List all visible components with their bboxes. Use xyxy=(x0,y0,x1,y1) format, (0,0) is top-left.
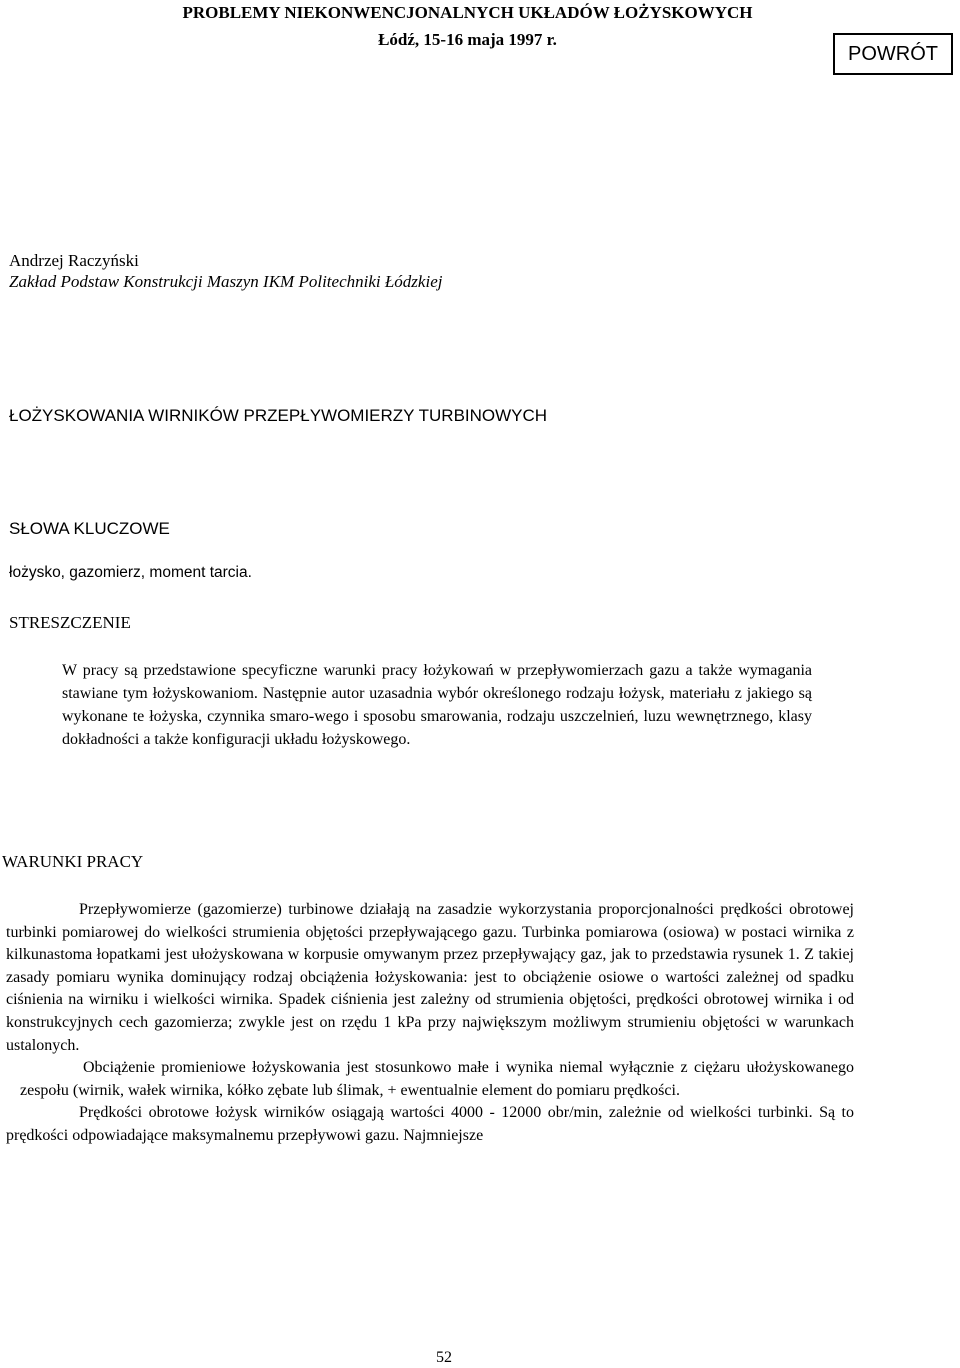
abstract-text: W pracy są przedstawione specyficzne warunki pracy łożykowań w przepływomierzach gazu a także wymagania stawiane tym łożyskowaniom. Następnie autor uzasadnia wybór określonego rodzaju łożysk, materiału z jakiego są wykonane te łożyska, czynnika smaro-wego i sposobu smarowania, rodzaju uszczelnień, luzu wewnętrznego, klasy dokładności a także konfiguracji układu łożyskowego. xyxy=(62,662,812,748)
conference-date: Łódź, 15-16 maja 1997 r. xyxy=(378,30,557,49)
author-affiliation: Zakład Podstaw Konstrukcji Maszyn IKM Politechniki Łódzkiej xyxy=(9,272,443,291)
page-number: 52 xyxy=(436,1349,452,1366)
abstract-heading: STRESZCZENIE xyxy=(9,613,131,632)
body-paragraph: Prędkości obrotowe łożysk wirników osiągają wartości 4000 - 12000 obr/min, zależnie od wielkości turbinki. Są to prędkości odpowiadające maksymalnemu przepływowi gazu. Najmniejsze xyxy=(6,1104,854,1144)
body-paragraph: Obciążenie promieniowe łożyskowania jest stosunkowo małe i wynika niemal wyłącznie z ciężaru ułożyskowanego zespołu (wirnik, wałek wirnika, kółko zębate lub ślimak, + ewentualnie element do pomiaru prędkości. xyxy=(20,1059,854,1099)
author-name: Andrzej Raczyński xyxy=(9,251,139,270)
conference-title: PROBLEMY NIEKONWENCJONALNYCH UKŁADÓW ŁOŻYSKOWYCH xyxy=(182,3,753,22)
section-heading: WARUNKI PRACY xyxy=(2,852,144,871)
keywords-heading: SŁOWA KLUCZOWE xyxy=(9,519,170,538)
body-paragraph: Przepływomierze (gazomierze) turbinowe działają na zasadzie wykorzystania proporcjonalności prędkości obrotowej turbinki pomiarowej do wielkości strumienia objętości przepływającego gazu. Turbinka pomiarowa (osiowa) w postaci wirnika z kilkunastoma łopatkami jest ułożyskowana w korpusie omywanym przez przepływający gaz, jak to przedstawia rysunek 1. Z takiej zasady pomiaru wynika dominujący rodzaj obciążenia łożyskowania: jest to obciążenie osiowe o wartości zależnej od spadku ciśnienia na wirniku i wielkości wirnika. Spadek ciśnienia jest zależny od strumienia objętości, prędkości obrotowej wirnika i od konstrukcyjnych cech gazomierza; zwykle jest on rzędu 1 kPa przy największym możliwym strumieniu objętości w warunkach ustalonych. xyxy=(6,901,854,1054)
back-button[interactable]: POWRÓT xyxy=(833,33,953,75)
keywords-text: łożysko, gazomierz, moment tarcia. xyxy=(9,564,252,581)
section-body xyxy=(6,899,854,1148)
paper-title: ŁOŻYSKOWANIA WIRNIKÓW PRZEPŁYWOMIERZY TURBINOWYCH xyxy=(9,406,548,425)
